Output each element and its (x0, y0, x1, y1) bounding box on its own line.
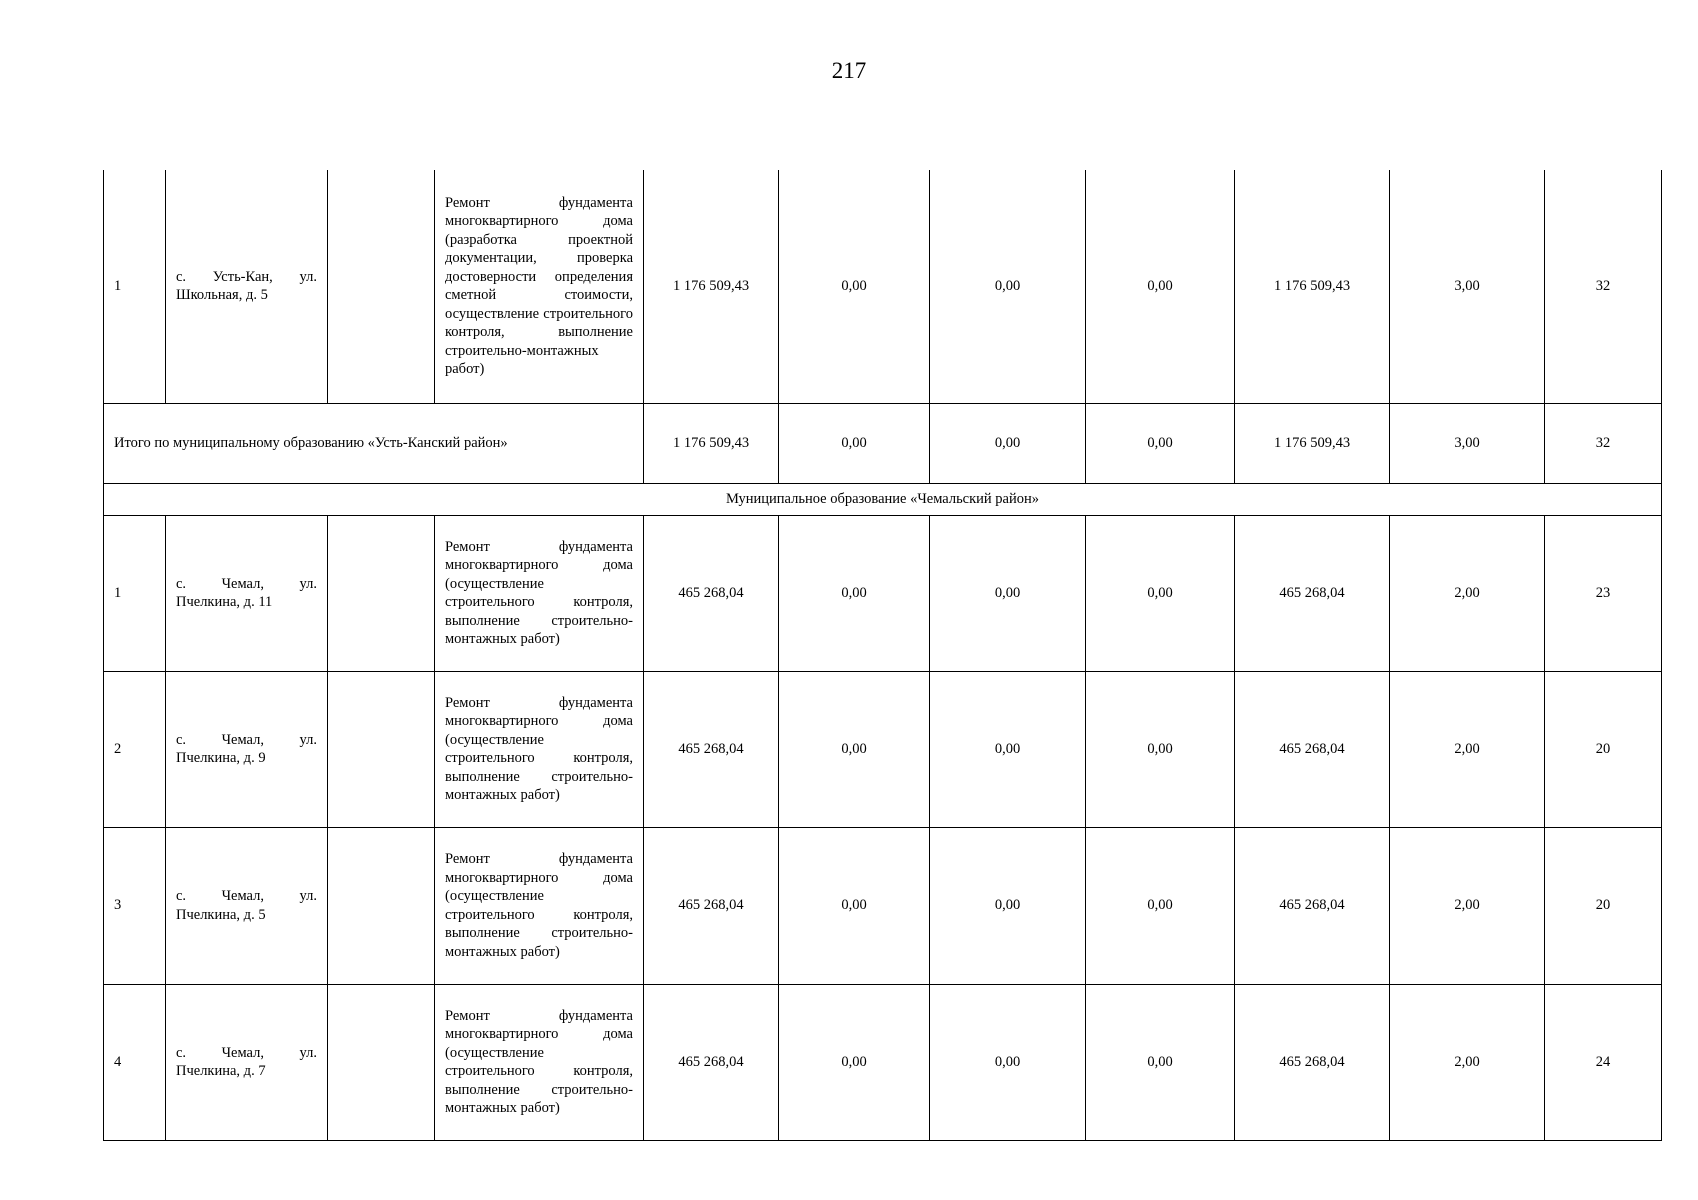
address-cell: с. Чемал, ул. Пчелкина, д. 7 (166, 984, 328, 1140)
empty-cell (328, 170, 435, 403)
value-cell: 0,00 (930, 984, 1086, 1140)
row-number: 2 (104, 671, 166, 827)
empty-cell (328, 827, 435, 984)
table-row (104, 515, 1662, 671)
value-cell: 0,00 (779, 170, 930, 403)
table-row (104, 170, 1662, 403)
table-row (104, 827, 1662, 984)
address-cell: с. Чемал, ул. Пчелкина, д. 9 (166, 671, 328, 827)
page-number: 217 (831, 58, 867, 83)
value-cell: 0,00 (1086, 170, 1235, 403)
address-cell: с. Усть-Кан, ул. Школьная, д. 5 (166, 170, 328, 403)
value-cell: 23 (1545, 515, 1662, 671)
total-cost-cell: 465 268,04 (644, 827, 779, 984)
total-cost-cell: 1 176 509,43 (644, 170, 779, 403)
fund-cost-cell: 465 268,04 (1235, 671, 1390, 827)
address-cell: с. Чемал, ул. Пчелкина, д. 5 (166, 827, 328, 984)
row-number: 4 (104, 984, 166, 1140)
value-cell: 0,00 (779, 671, 930, 827)
fund-cost-cell: 465 268,04 (1235, 984, 1390, 1140)
fund-cost-cell: 465 268,04 (1235, 827, 1390, 984)
value-cell: 0,00 (930, 403, 1086, 483)
value-cell: 0,00 (779, 515, 930, 671)
empty-cell (328, 984, 435, 1140)
value-cell: 0,00 (779, 984, 930, 1140)
value-cell: 2,00 (1390, 984, 1545, 1140)
total-cost-cell: 465 268,04 (644, 984, 779, 1140)
value-cell: 20 (1545, 671, 1662, 827)
total-row (104, 403, 1662, 483)
fund-cost-cell: 465 268,04 (1235, 515, 1390, 671)
value-cell: 32 (1545, 170, 1662, 403)
fund-cost-cell: 1 176 509,43 (1235, 170, 1390, 403)
table-row (104, 671, 1662, 827)
table-row (104, 984, 1662, 1140)
work-type-cell: Ремонт фундамента многоквартирного дома (осуществление строительного контроля, выполнение строительно-монтажных работ) (435, 671, 644, 827)
value-cell: 0,00 (1086, 984, 1235, 1140)
value-cell: 0,00 (1086, 403, 1235, 483)
total-cost-cell: 465 268,04 (644, 515, 779, 671)
row-number: 1 (104, 515, 166, 671)
empty-cell (328, 515, 435, 671)
section-title: Муниципальное образование «Чемальский район» (104, 483, 1662, 515)
work-type-cell: Ремонт фундамента многоквартирного дома (осуществление строительного контроля, выполнение строительно-монтажных работ) (435, 827, 644, 984)
value-cell: 0,00 (930, 170, 1086, 403)
value-cell: 3,00 (1390, 170, 1545, 403)
total-cost-cell: 1 176 509,43 (644, 403, 779, 483)
total-cost-cell: 465 268,04 (644, 671, 779, 827)
value-cell: 0,00 (1086, 515, 1235, 671)
value-cell: 20 (1545, 827, 1662, 984)
value-cell: 3,00 (1390, 403, 1545, 483)
empty-cell (328, 671, 435, 827)
value-cell: 2,00 (1390, 671, 1545, 827)
value-cell: 0,00 (1086, 671, 1235, 827)
value-cell: 0,00 (930, 671, 1086, 827)
work-type-cell: Ремонт фундамента многоквартирного дома (осуществление строительного контроля, выполнение строительно-монтажных работ) (435, 984, 644, 1140)
work-type-cell: Ремонт фундамента многоквартирного дома (осуществление строительного контроля, выполнение строительно-монтажных работ) (435, 515, 644, 671)
value-cell: 0,00 (779, 403, 930, 483)
value-cell: 0,00 (1086, 827, 1235, 984)
value-cell: 24 (1545, 984, 1662, 1140)
total-label: Итого по муниципальному образованию «Усть-Канский район» (104, 403, 644, 483)
section-header-row (104, 483, 1662, 515)
value-cell: 32 (1545, 403, 1662, 483)
row-number: 3 (104, 827, 166, 984)
row-number: 1 (104, 170, 166, 403)
repair-program-table (103, 170, 1662, 1141)
value-cell: 2,00 (1390, 515, 1545, 671)
value-cell: 0,00 (930, 515, 1086, 671)
value-cell: 0,00 (779, 827, 930, 984)
value-cell: 2,00 (1390, 827, 1545, 984)
address-cell: с. Чемал, ул. Пчелкина, д. 11 (166, 515, 328, 671)
value-cell: 0,00 (930, 827, 1086, 984)
fund-cost-cell: 1 176 509,43 (1235, 403, 1390, 483)
work-type-cell: Ремонт фундамента многоквартирного дома (разработка проектной документации, проверка достоверности определения сметной стоимости, осуществление строительного контроля, выполнение строительно-монтажных работ) (435, 170, 644, 403)
